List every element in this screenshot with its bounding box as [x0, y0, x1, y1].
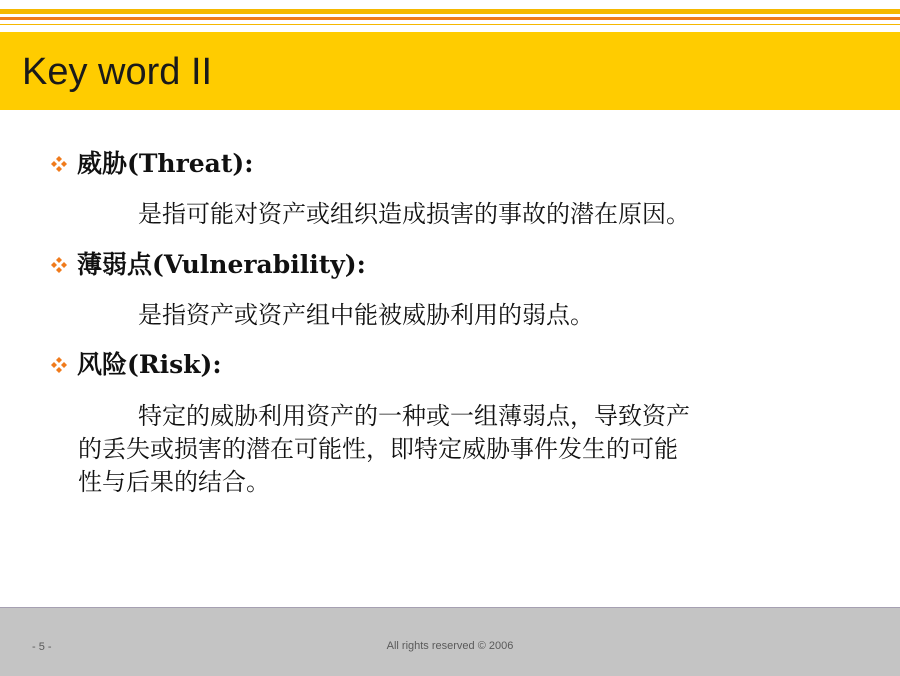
header-stripe-top: [0, 9, 900, 14]
definition-line: 特定的威胁利用资产的一种或一组薄弱点，导致资产: [138, 402, 690, 430]
four-diamond-bullet-icon: [50, 155, 68, 173]
term-definition: 是指可能对资产或组织造成损害的事故的潜在原因。: [138, 200, 690, 228]
bullet-item-threat: [50, 149, 254, 179]
term-label: 风险(Risk):: [77, 350, 222, 379]
four-diamond-bullet-icon: [50, 256, 68, 274]
copyright-notice: All rights reserved © 2006: [386, 640, 514, 652]
page-number: - 5 -: [32, 641, 52, 653]
bullet-item-risk: [50, 350, 222, 380]
slide-footer: [0, 607, 900, 676]
header-stripe-middle: [0, 17, 900, 20]
four-diamond-bullet-icon: [50, 356, 68, 374]
header-stripe-bottom: [0, 24, 900, 25]
risk-definition: [78, 400, 838, 499]
definition-line: 的丢失或损害的潜在可能性，即特定威胁事件发生的可能: [78, 435, 678, 463]
term-label: 薄弱点(Vulnerability):: [77, 250, 366, 279]
slide-title: Key word II: [22, 51, 213, 93]
definition-line: 性与后果的结合。: [78, 468, 270, 496]
bullet-item-vulnerability: [50, 250, 366, 280]
term-label: 威胁(Threat):: [77, 149, 254, 178]
term-definition: 是指资产或资产组中能被威胁利用的弱点。: [138, 301, 594, 329]
